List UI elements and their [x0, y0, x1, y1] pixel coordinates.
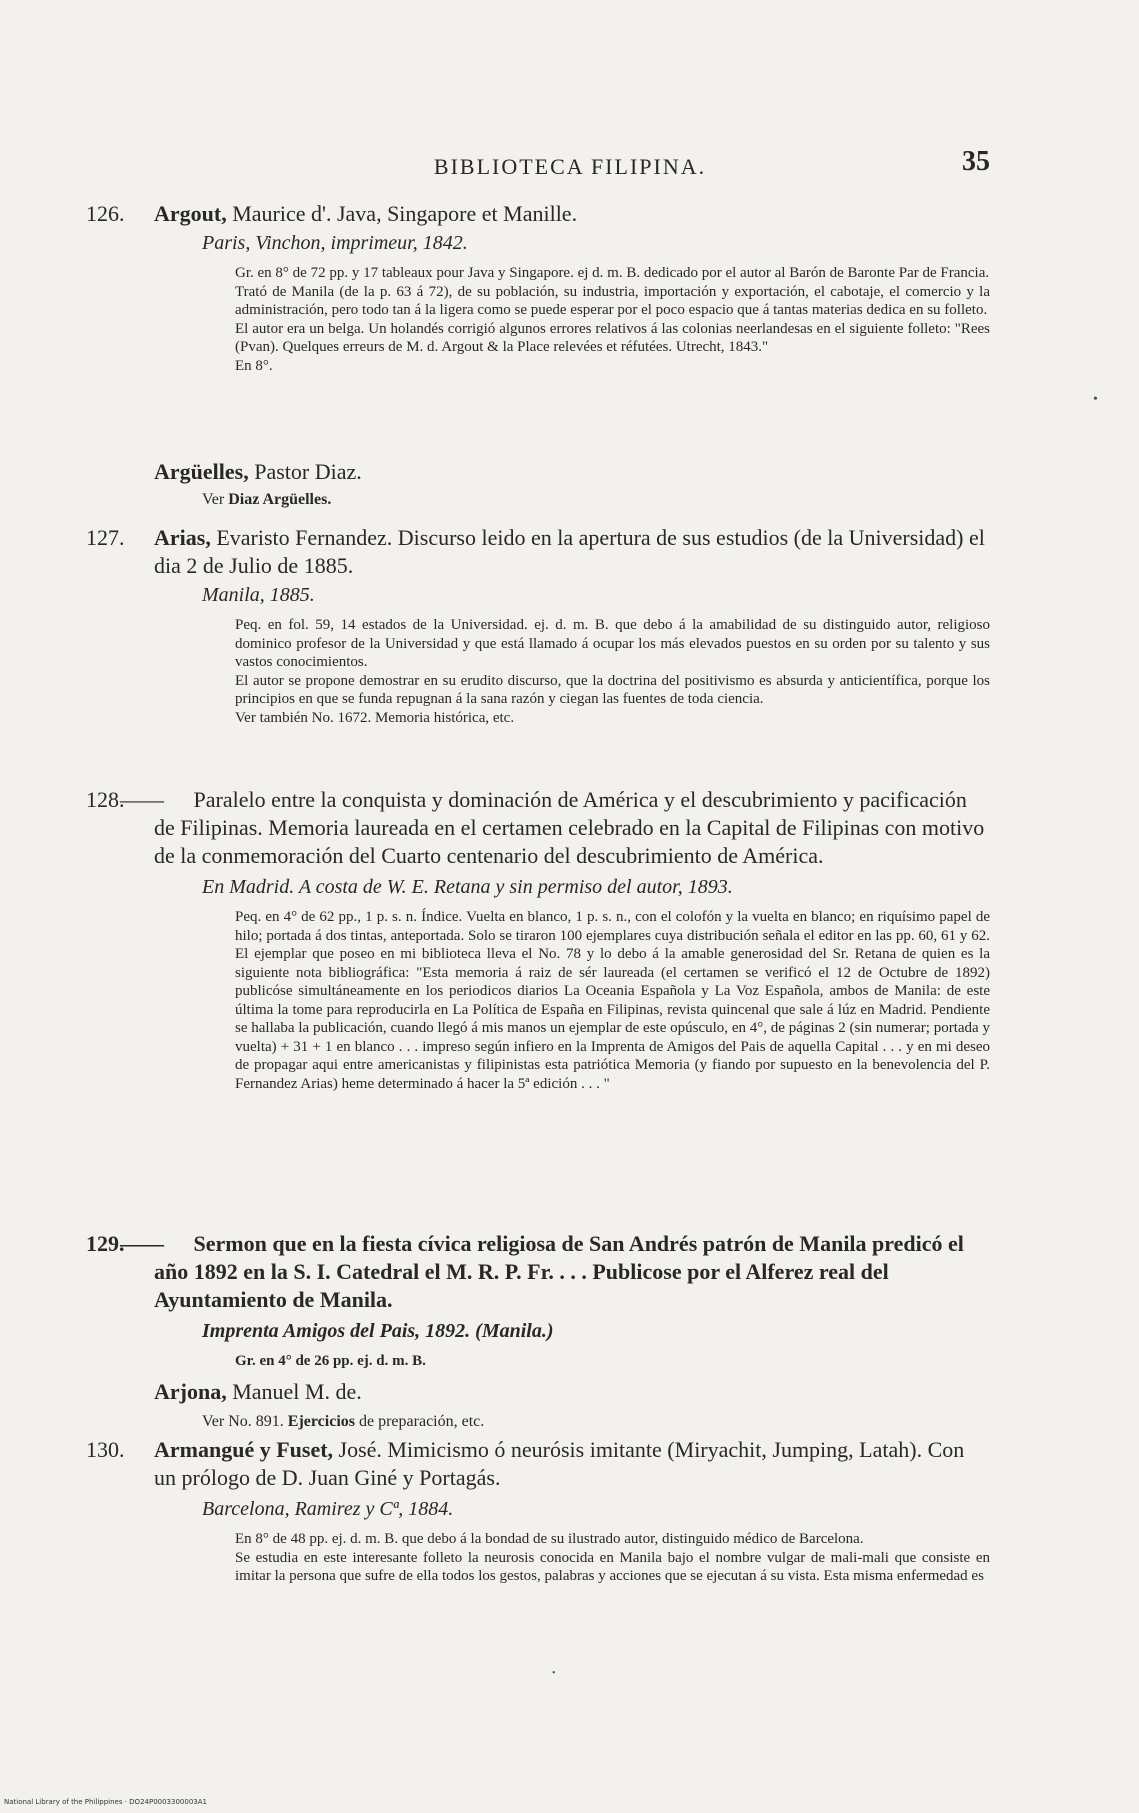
page-header: [150, 146, 990, 186]
entry-heading: [120, 458, 990, 486]
running-title: BIBLIOTECA FILIPINA.: [433, 154, 707, 179]
entry-notes: [120, 264, 990, 375]
entry-number: 127.: [86, 525, 125, 550]
entry-heading: [120, 1378, 990, 1406]
entry-heading: [86, 1436, 990, 1492]
entry-dash: ——: [120, 787, 164, 812]
entry-128: [86, 786, 990, 1093]
margin-dot: •: [1093, 392, 1098, 407]
entry-title: Sermon que en la fiesta cívica religiosa de San Andrés patrón de Manila predicó el año 1892 en la S. I. Catedral el M. R. P. Fr. . . . Publicose por el Alferez real del Ayuntamiento de Manila.: [154, 1231, 964, 1312]
entry-author: Armangué y Fuset,: [154, 1437, 334, 1462]
xref-suffix: de preparación, etc.: [359, 1413, 485, 1430]
note-paragraph: Gr. en 4° de 26 pp. ej. d. m. B.: [235, 1353, 426, 1369]
note-paragraph: En 8°.: [235, 357, 273, 374]
entry-title: Pastor Diaz.: [254, 459, 362, 484]
entry-imprint: Barcelona, Ramirez y Cª, 1884.: [202, 1498, 454, 1520]
entry-notes: [120, 908, 990, 1093]
note-paragraph: Gr. en 8° de 72 pp. y 17 tableaux pour Java y Singapore. ej d. m. B. dedicado por el autor al Barón de Baronte Par de Francia.: [235, 265, 990, 281]
stray-dot: •: [552, 1668, 556, 1679]
entry-title: José. Mimicismo ó neurósis imitante (Miryachit, Jumping, Latah). Con un prólogo de D. Juan Giné y Portagás.: [154, 1437, 965, 1490]
entry-title: Maurice d'. Java, Singapore et Manille.: [232, 201, 578, 226]
note-paragraph: En 8° de 48 pp. ej. d. m. B. que debo á la bondad de su ilustrado autor, distinguido médico de Barcelona.: [235, 1531, 864, 1547]
entry-dash: ——: [120, 1231, 164, 1256]
entry-title: Paralelo entre la conquista y dominación de América y el descubrimiento y pacificación de Filipinas. Memoria laureada en el certamen celebrado en la Capital de Filipinas con motivo de la conmemoración del Cuarto centenario del descubrimiento de América.: [154, 787, 985, 868]
entry-imprint: Imprenta Amigos del Pais, 1892. (Manila.): [202, 1320, 554, 1342]
entry-imprint: Paris, Vinchon, imprimeur, 1842.: [202, 232, 468, 254]
note-paragraph: El autor era un belga. Un holandés corrigió algunos errores relativos á las colonias neerlandesas en el siguiente folleto: "Rees (Pvan). Quelques erreurs de M. d. Argout & la Place relevées et réfutées. Utrecht, 1843.": [235, 320, 990, 355]
note-paragraph: Ver también No. 1672. Memoria histórica, etc.: [235, 709, 515, 726]
page-number: 35: [962, 146, 990, 177]
xref-name: Diaz Argüelles.: [228, 491, 332, 508]
note-paragraph: El autor se propone demostrar en su erudito discurso, que la doctrina del positivismo es absurda y anticientífica, porque los principios en que se funda repugnan á la sana razón y ciegan las fuentes de toda ciencia.: [235, 672, 990, 707]
entry-imprint: En Madrid. A costa de W. E. Retana y sin permiso del autor, 1893.: [202, 876, 733, 898]
entry-heading: [86, 1230, 990, 1314]
entry-129: [86, 1230, 990, 1371]
entry-number: 130.: [86, 1437, 125, 1462]
xref-name: Ejercicios: [287, 1413, 355, 1430]
xref-prefix: Ver: [202, 491, 225, 508]
entry-number: 128.: [86, 787, 125, 812]
entry-number: 129.: [86, 1231, 125, 1256]
note-paragraph: Trató de Manila (de la p. 63 á 72), de su población, su industria, importación y exportación, el cabotaje, el comercio y la administración, pero todo tan á la ligera como se puede esperar por el poco espacio que á tantas materias dedica en su folleto.: [235, 283, 990, 318]
xref-prefix: Ver No. 891.: [202, 1413, 284, 1430]
cross-reference: [120, 1412, 990, 1432]
entry-notes: [120, 1530, 990, 1586]
entry-126: [86, 200, 990, 375]
note-paragraph: Peq. en fol. 59, 14 estados de la Universidad. ej. d. m. B. que debo á la amabilidad de su distinguido autor, religioso dominico profesor de la Universidad y que está llamado á ocupar los más elevados puestos en su orden por su talento y sus vastos conocimientos.: [235, 617, 990, 670]
entry-author: Arias,: [154, 525, 211, 550]
entry-heading: [86, 524, 990, 580]
entry-author: Argüelles,: [154, 459, 249, 484]
entry-title: Evaristo Fernandez. Discurso leido en la apertura de sus estudios (de la Universidad) el dia 2 de Julio de 1885.: [154, 525, 985, 578]
entry-arguelles: [120, 458, 990, 510]
entry-title: Manuel M. de.: [232, 1379, 362, 1404]
entry-number: 126.: [86, 201, 125, 226]
entry-notes: [120, 616, 990, 727]
cross-reference: [120, 490, 990, 510]
entry-author: Argout,: [154, 201, 227, 226]
entry-arjona: [120, 1378, 990, 1432]
scan-footer: National Library of the Philippines · DO24P0003300003A1: [4, 1798, 207, 1806]
entry-130: [86, 1436, 990, 1586]
note-paragraph: Se estudia en este interesante folleto la neurosis conocida en Manila bajo el nombre vulgar de mali-mali que consiste en imitar la persona que sufre de ella todos los gestos, palabras y acciones que se ejecutan á su vista. Esta misma enfermedad es: [235, 1549, 990, 1584]
entry-heading: [86, 786, 990, 870]
entry-imprint: Manila, 1885.: [202, 584, 315, 606]
note-paragraph: Peq. en 4° de 62 pp., 1 p. s. n. Índice. Vuelta en blanco, 1 p. s. n., con el colofón y la vuelta en blanco; en riquísimo papel de hilo; portada á dos tintas, anteportada. Solo se tiraron 100 ejemplares cuya distribución señala el editor en las pp. 60, 61 y 62. El ejemplar que poseo en mi biblioteca lleva el No. 78 y lo debo á la amable generosidad del Sr. Retana de quien es la siguiente nota bibliográfica: "Esta memoria á raiz de sér laureada (el certamen se verificó el 12 de Octubre de 1892) publicóse simultáneamente en los periodicos diarios La Oceania Española y La Voz Española, ambos de Manila: de este última la tome para reproducirla en La Política de España en Filipinas, revista quincenal que sale á lúz en Madrid. Pendiente se hallaba la publicación, cuando llegó á mis manos un ejemplar de este opúsculo, en 4°, de páginas 2 (sin numerar; portada y vuelta) + 31 + 1 en blanco . . . impreso según infiero en la Imprenta de Amigos del Pais de aquella Capital . . . y en mi deseo de propagar aqui entre americanistas y filipinistas esta patriótica Memoria (y fiando por supuesto en la benevolencia del P. Fernandez Arias) heme determinado á hacer la 5ª edición . . . ": [235, 909, 990, 1092]
entry-127: [86, 524, 990, 727]
entry-author: Arjona,: [154, 1379, 227, 1404]
entry-heading: [86, 200, 990, 228]
entry-notes: [120, 1352, 990, 1371]
